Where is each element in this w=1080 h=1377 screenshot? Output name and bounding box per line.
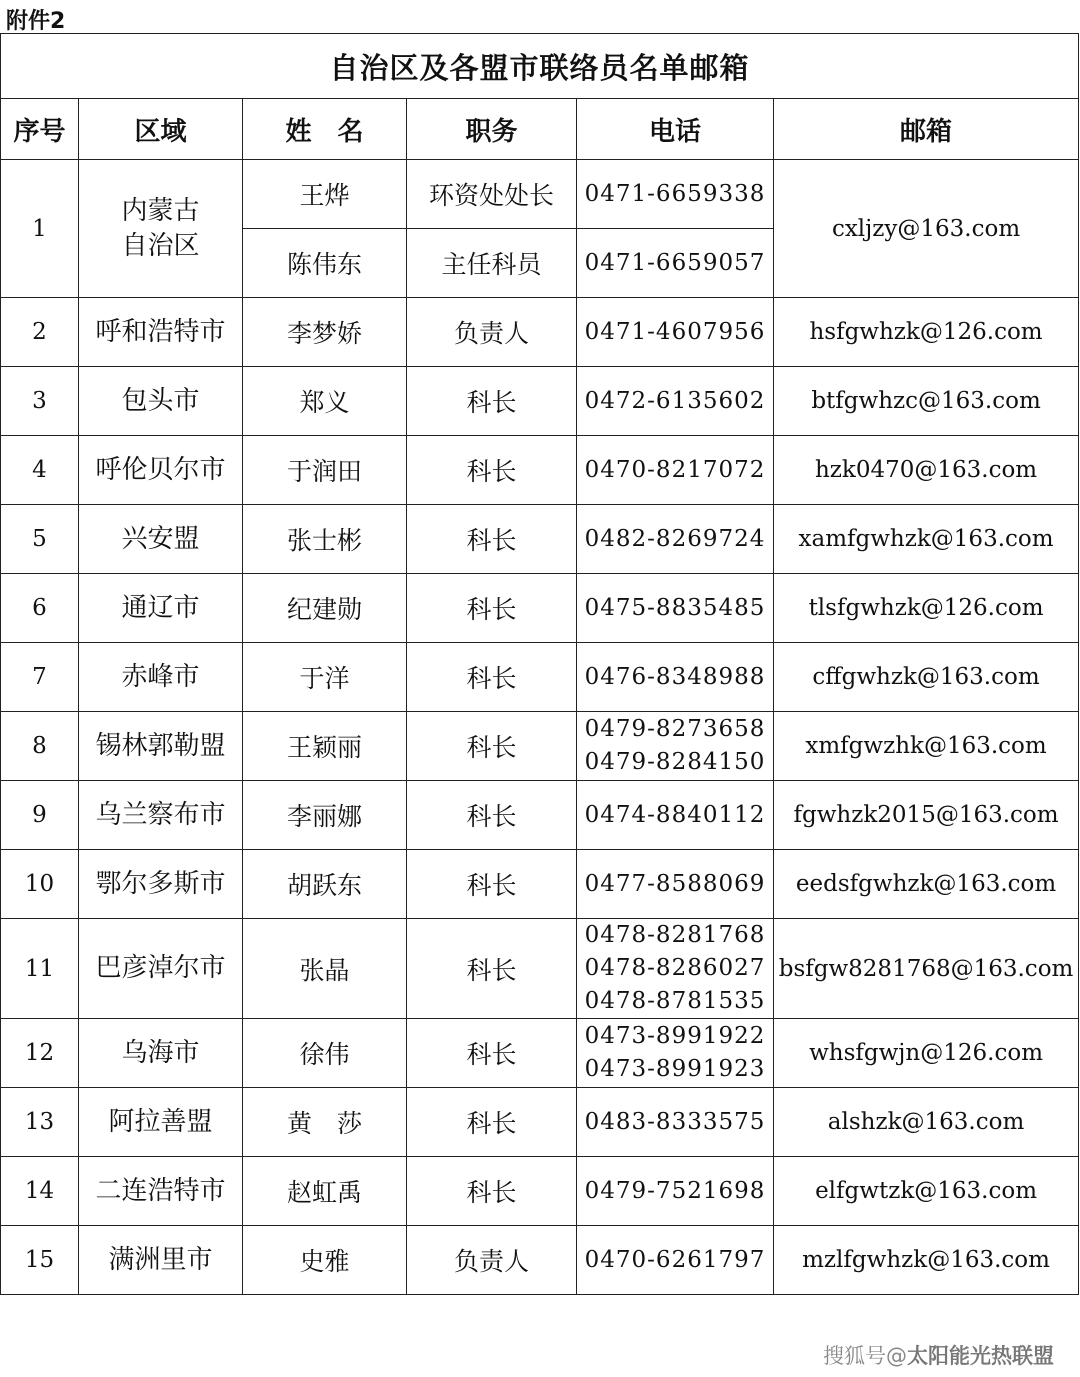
row-region: 呼和浩特市	[79, 298, 243, 367]
row-name: 陈伟东	[243, 229, 407, 298]
table-row	[1, 1088, 1079, 1157]
row-name: 纪建勋	[243, 574, 407, 643]
row-title: 科长	[407, 505, 577, 574]
liaison-table	[0, 33, 1079, 1295]
row-name: 王烨	[243, 160, 407, 229]
row-region: 二连浩特市	[79, 1157, 243, 1226]
table-title: 自治区及各盟市联络员名单邮箱	[1, 34, 1079, 99]
header-name: 姓 名	[243, 99, 407, 160]
row-email: whsfgwjn@126.com	[774, 1019, 1079, 1088]
phone-number: 0471-4607956	[584, 318, 766, 345]
row-phone	[577, 505, 774, 574]
row-email: cffgwhzk@163.com	[774, 643, 1079, 712]
watermark-prefix: 搜狐号@	[823, 1344, 907, 1368]
row-region: 赤峰市	[79, 643, 243, 712]
row-email: fgwhzk2015@163.com	[774, 781, 1079, 850]
region-line: 内蒙古	[121, 195, 200, 226]
row-name: 李丽娜	[243, 781, 407, 850]
table-row	[1, 160, 1079, 229]
region-line: 自治区	[121, 230, 200, 261]
phone-number: 0483-8333575	[584, 1108, 766, 1135]
row-index: 12	[1, 1019, 79, 1088]
row-name: 史雅	[243, 1226, 407, 1295]
table-row	[1, 781, 1079, 850]
table-row	[1, 367, 1079, 436]
row-title: 负责人	[407, 1226, 577, 1295]
header-region: 区域	[79, 99, 243, 160]
row-index: 1	[1, 160, 79, 298]
row-email: mzlfgwhzk@163.com	[774, 1226, 1079, 1295]
row-name: 黄 莎	[243, 1088, 407, 1157]
row-email: hzk0470@163.com	[774, 436, 1079, 505]
table-row	[1, 298, 1079, 367]
attachment-label: 附件2	[6, 9, 66, 34]
table-row	[1, 1019, 1079, 1088]
phone-number: 0475-8835485	[584, 594, 766, 621]
phone-number: 0470-6261797	[584, 1246, 766, 1273]
row-title: 科长	[407, 1019, 577, 1088]
row-email: eedsfgwhzk@163.com	[774, 850, 1079, 919]
row-title: 主任科员	[407, 229, 577, 298]
row-index: 14	[1, 1157, 79, 1226]
row-phone	[577, 436, 774, 505]
row-title: 负责人	[407, 298, 577, 367]
table-row	[1, 643, 1079, 712]
phone-number: 0476-8348988	[584, 663, 766, 690]
row-index: 2	[1, 298, 79, 367]
row-index: 15	[1, 1226, 79, 1295]
table-row	[1, 850, 1079, 919]
row-region: 呼伦贝尔市	[79, 436, 243, 505]
row-region: 巴彦淖尔市	[79, 919, 243, 1019]
watermark-account: 太阳能光热联盟	[907, 1344, 1054, 1368]
row-index: 5	[1, 505, 79, 574]
row-phone	[577, 298, 774, 367]
phone-number: 0470-8217072	[584, 456, 766, 483]
phone-number: 0472-6135602	[584, 387, 766, 414]
row-email: hsfgwhzk@126.com	[774, 298, 1079, 367]
row-title: 科长	[407, 781, 577, 850]
row-phone	[577, 1157, 774, 1226]
row-index: 3	[1, 367, 79, 436]
row-name: 于洋	[243, 643, 407, 712]
table-row	[1, 712, 1079, 781]
row-email: elfgwtzk@163.com	[774, 1157, 1079, 1226]
row-phone	[577, 574, 774, 643]
phone-number: 0478-8281768	[584, 922, 766, 948]
row-title: 环资处处长	[407, 160, 577, 229]
row-email: tlsfgwhzk@126.com	[774, 574, 1079, 643]
phone-number: 0478-8781535	[584, 988, 766, 1014]
row-index: 8	[1, 712, 79, 781]
phone-number: 0473-8991922	[584, 1023, 766, 1049]
row-title: 科长	[407, 643, 577, 712]
phone-number: 0478-8286027	[584, 955, 766, 981]
row-phone	[577, 1088, 774, 1157]
row-title: 科长	[407, 1157, 577, 1226]
row-title: 科长	[407, 367, 577, 436]
row-name: 胡跃东	[243, 850, 407, 919]
header-index: 序号	[1, 99, 79, 160]
row-name: 赵虹禹	[243, 1157, 407, 1226]
row-phone	[577, 781, 774, 850]
row-name: 王颖丽	[243, 712, 407, 781]
header-phone: 电话	[577, 99, 774, 160]
phone-number: 0473-8991923	[584, 1056, 766, 1082]
row-region: 包头市	[79, 367, 243, 436]
row-phone	[577, 1226, 774, 1295]
row-title: 科长	[407, 1088, 577, 1157]
row-name: 张士彬	[243, 505, 407, 574]
row-name: 张晶	[243, 919, 407, 1019]
table-row	[1, 1157, 1079, 1226]
row-title: 科长	[407, 919, 577, 1019]
row-phone: 0471-6659057	[577, 229, 774, 298]
row-email: xmfgwzhk@163.com	[774, 712, 1079, 781]
row-email: cxljzy@163.com	[774, 160, 1079, 298]
watermark	[823, 1340, 1054, 1370]
row-name: 李梦娇	[243, 298, 407, 367]
phone-number: 0479-8284150	[584, 749, 766, 775]
header-email: 邮箱	[774, 99, 1079, 160]
phone-number: 0479-8273658	[584, 716, 766, 742]
row-index: 9	[1, 781, 79, 850]
phone-number: 0479-7521698	[584, 1177, 766, 1204]
row-email: btfgwhzc@163.com	[774, 367, 1079, 436]
row-phone	[577, 712, 774, 781]
phone-number: 0474-8840112	[584, 801, 766, 828]
row-index: 6	[1, 574, 79, 643]
row-name: 于润田	[243, 436, 407, 505]
row-index: 10	[1, 850, 79, 919]
row-title: 科长	[407, 712, 577, 781]
row-name: 徐伟	[243, 1019, 407, 1088]
row-region: 乌海市	[79, 1019, 243, 1088]
row-phone	[577, 919, 774, 1019]
row-region: 兴安盟	[79, 505, 243, 574]
row-email: bsfgw8281768@163.com	[774, 919, 1079, 1019]
table-row	[1, 436, 1079, 505]
header-title: 职务	[407, 99, 577, 160]
row-phone	[577, 643, 774, 712]
row-title: 科长	[407, 436, 577, 505]
row-email: xamfgwhzk@163.com	[774, 505, 1079, 574]
row-title: 科长	[407, 850, 577, 919]
row-email: alshzk@163.com	[774, 1088, 1079, 1157]
row-phone: 0471-6659338	[577, 160, 774, 229]
table-row	[1, 1226, 1079, 1295]
table-row	[1, 919, 1079, 1019]
row-index: 4	[1, 436, 79, 505]
table-row	[1, 505, 1079, 574]
row-region: 满洲里市	[79, 1226, 243, 1295]
row-index: 11	[1, 919, 79, 1019]
row-region: 乌兰察布市	[79, 781, 243, 850]
phone-number: 0482-8269724	[584, 525, 766, 552]
row-title: 科长	[407, 574, 577, 643]
row-region	[79, 160, 243, 298]
table-row	[1, 574, 1079, 643]
row-region: 通辽市	[79, 574, 243, 643]
row-phone	[577, 850, 774, 919]
row-region: 阿拉善盟	[79, 1088, 243, 1157]
row-index: 13	[1, 1088, 79, 1157]
row-index: 7	[1, 643, 79, 712]
row-region: 鄂尔多斯市	[79, 850, 243, 919]
row-phone	[577, 367, 774, 436]
phone-number: 0477-8588069	[584, 870, 766, 897]
row-region: 锡林郭勒盟	[79, 712, 243, 781]
row-phone	[577, 1019, 774, 1088]
row-name: 郑义	[243, 367, 407, 436]
